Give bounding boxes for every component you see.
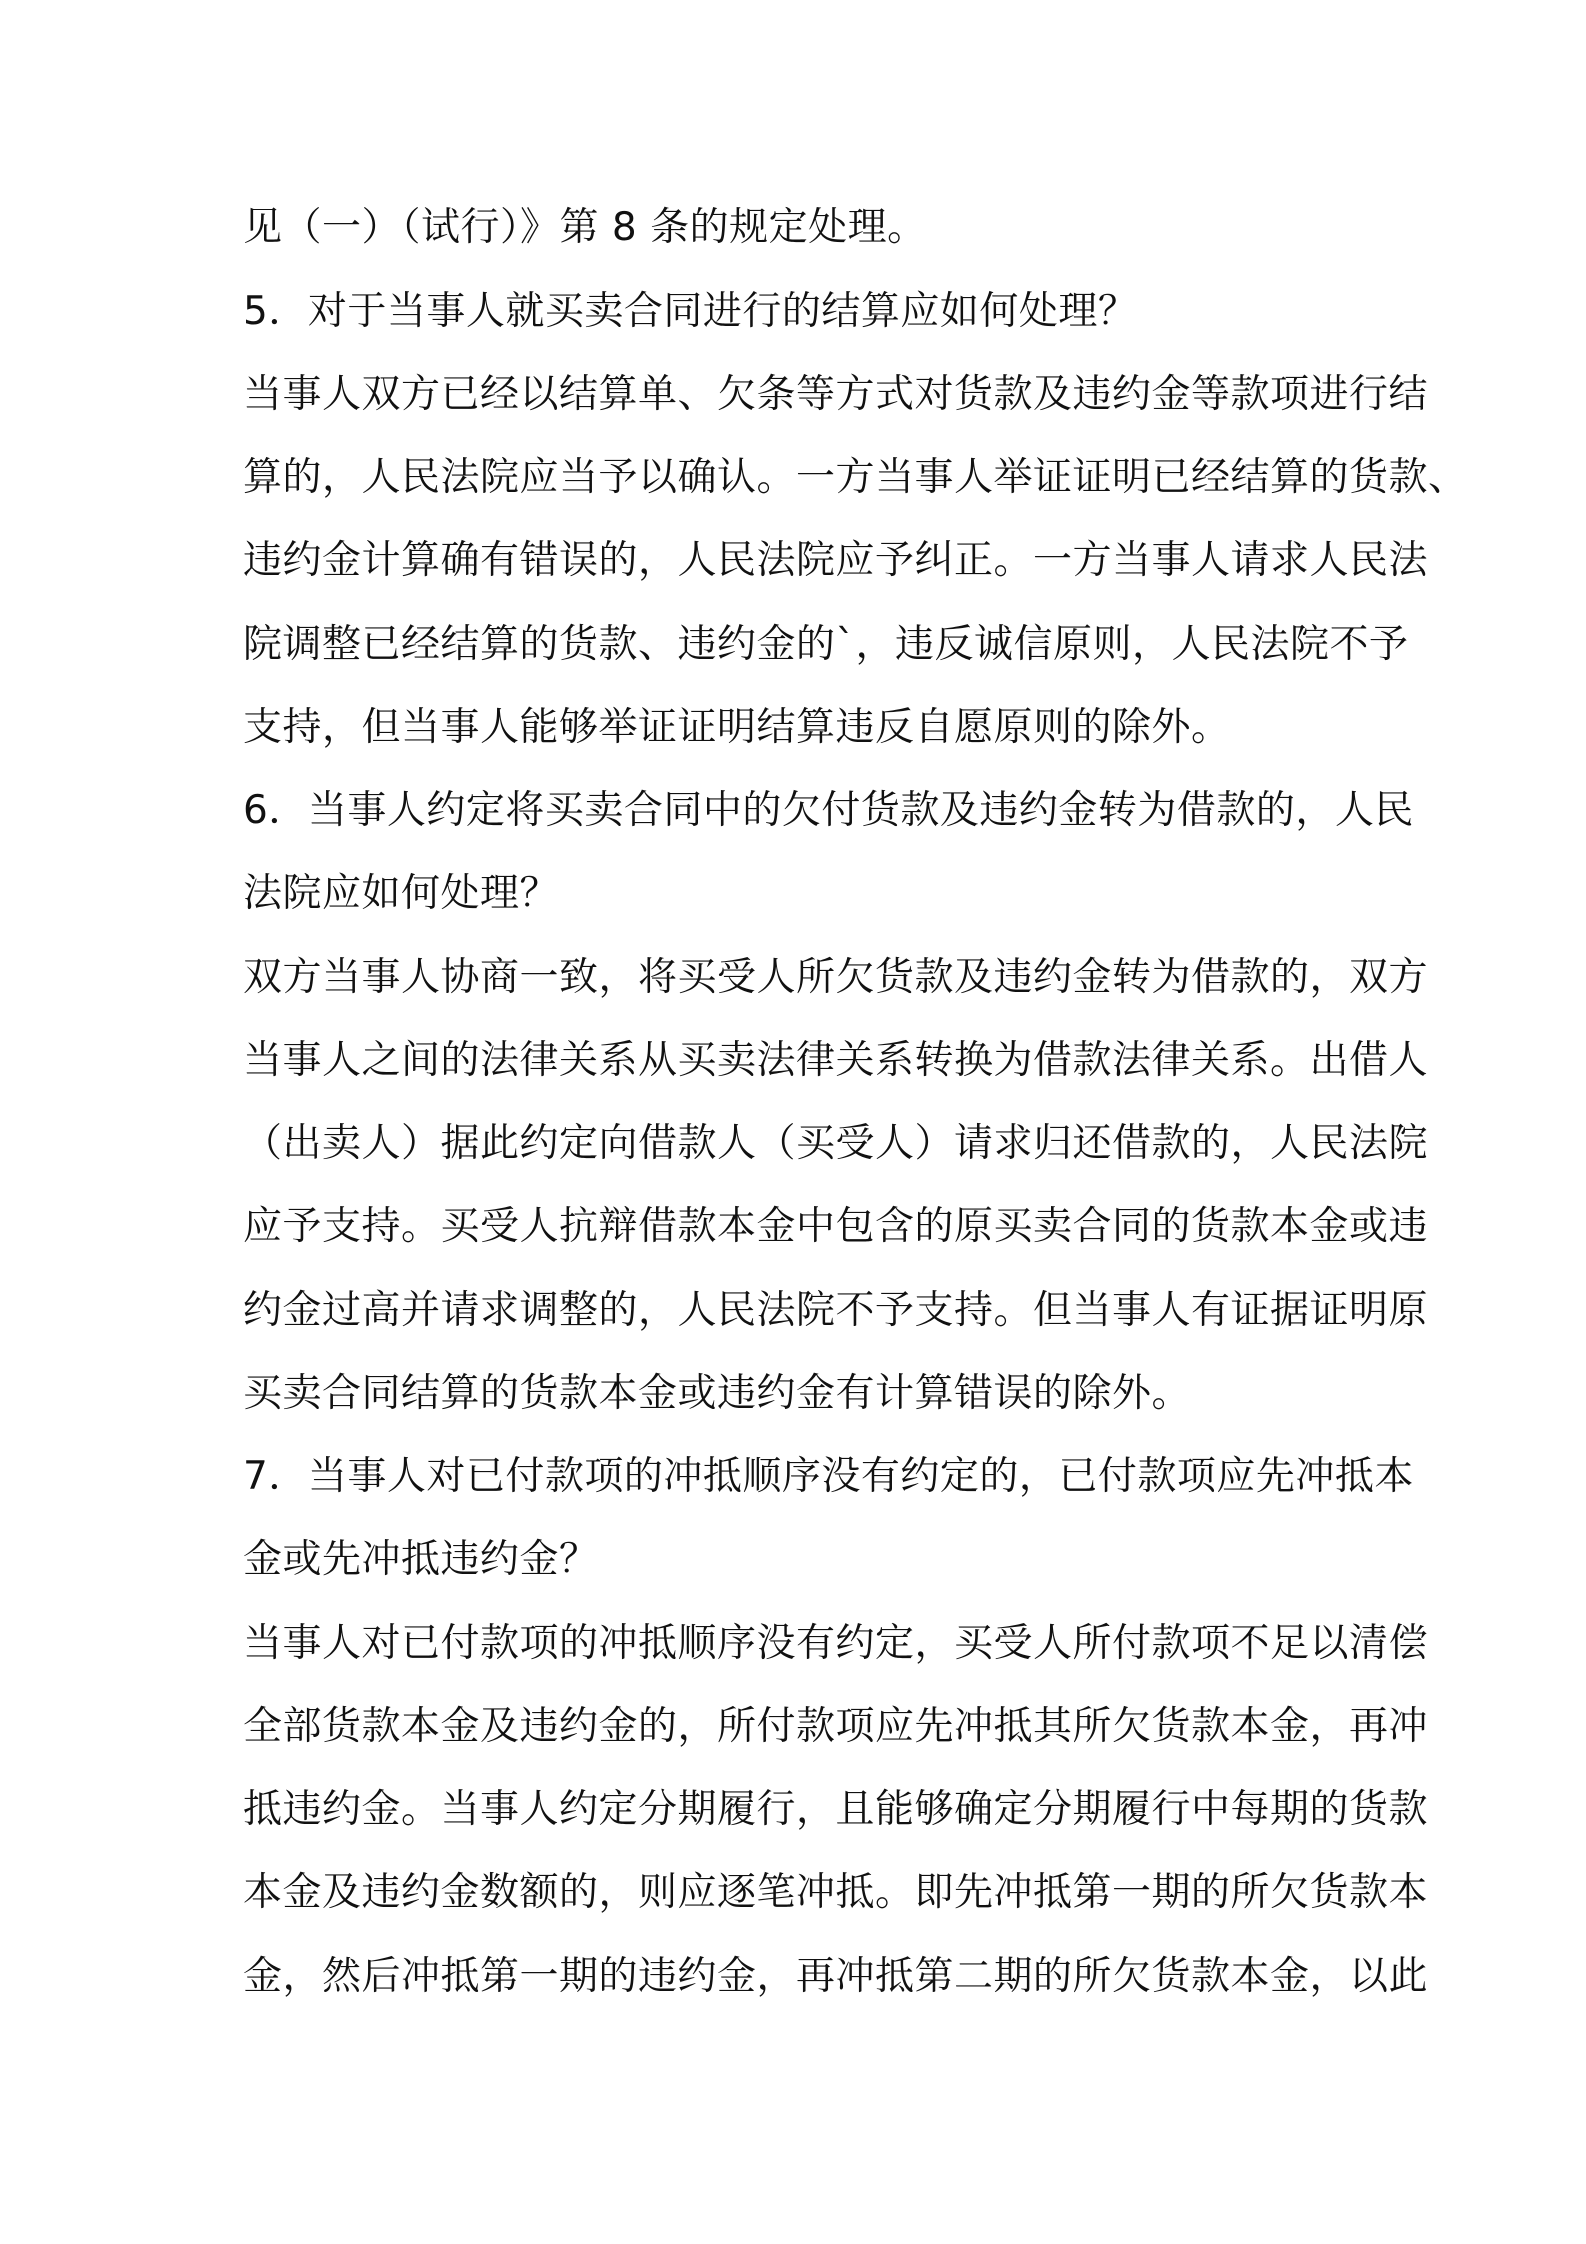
text-line: 买卖合同结算的货款本金或违约金有计算错误的除外。	[243, 1371, 1192, 1416]
text-line: 双方当事人协商一致，将买受人所欠货款及违约金转为借款的，双方	[243, 955, 1429, 1000]
text-line: （出卖人）据此约定向借款人（买受人）请求归还借款的，人民法院	[243, 1121, 1429, 1166]
text-line: 违约金计算确有错误的，人民法院应予纠正。一方当事人请求人民法	[243, 538, 1429, 583]
text-line: 院调整已经结算的货款、违约金的`，违反诚信原则，人民法院不予	[243, 622, 1409, 667]
question-heading: 金或先冲抵违约金？	[243, 1537, 599, 1582]
text-line: 应予支持。买受人抗辩借款本金中包含的原买卖合同的货款本金或违	[243, 1204, 1429, 1249]
text-line: 见（一）（试行）》第 8 条的规定处理。	[243, 205, 927, 250]
question-heading: 7．当事人对已付款项的冲抵顺序没有约定的，已付款项应先冲抵本	[243, 1454, 1414, 1499]
text-line: 当事人对已付款项的冲抵顺序没有约定，买受人所付款项不足以清偿	[243, 1621, 1429, 1666]
text-line: 约金过高并请求调整的，人民法院不予支持。但当事人有证据证明原	[243, 1288, 1429, 1333]
question-heading: 6．当事人约定将买卖合同中的欠付货款及违约金转为借款的，人民	[243, 788, 1414, 833]
text-line: 支持，但当事人能够举证证明结算违反自愿原则的除外。	[243, 705, 1231, 750]
text-line: 抵违约金。当事人约定分期履行，且能够确定分期履行中每期的货款	[243, 1787, 1429, 1832]
question-heading: 法院应如何处理？	[243, 871, 560, 916]
text-line: 当事人之间的法律关系从买卖法律关系转换为借款法律关系。出借人	[243, 1038, 1429, 1083]
question-heading: 5．对于当事人就买卖合同进行的结算应如何处理？	[243, 289, 1138, 334]
text-line: 金，然后冲抵第一期的违约金，再冲抵第二期的所欠货款本金，以此	[243, 1954, 1429, 1999]
text-line: 全部货款本金及违约金的，所付款项应先冲抵其所欠货款本金，再冲	[243, 1704, 1429, 1749]
text-line: 算的，人民法院应当予以确认。一方当事人举证证明已经结算的货款、	[243, 455, 1468, 500]
text-line: 本金及违约金数额的，则应逐笔冲抵。即先冲抵第一期的所欠货款本	[243, 1870, 1429, 1915]
text-line: 当事人双方已经以结算单、欠条等方式对货款及违约金等款项进行结	[243, 372, 1429, 417]
